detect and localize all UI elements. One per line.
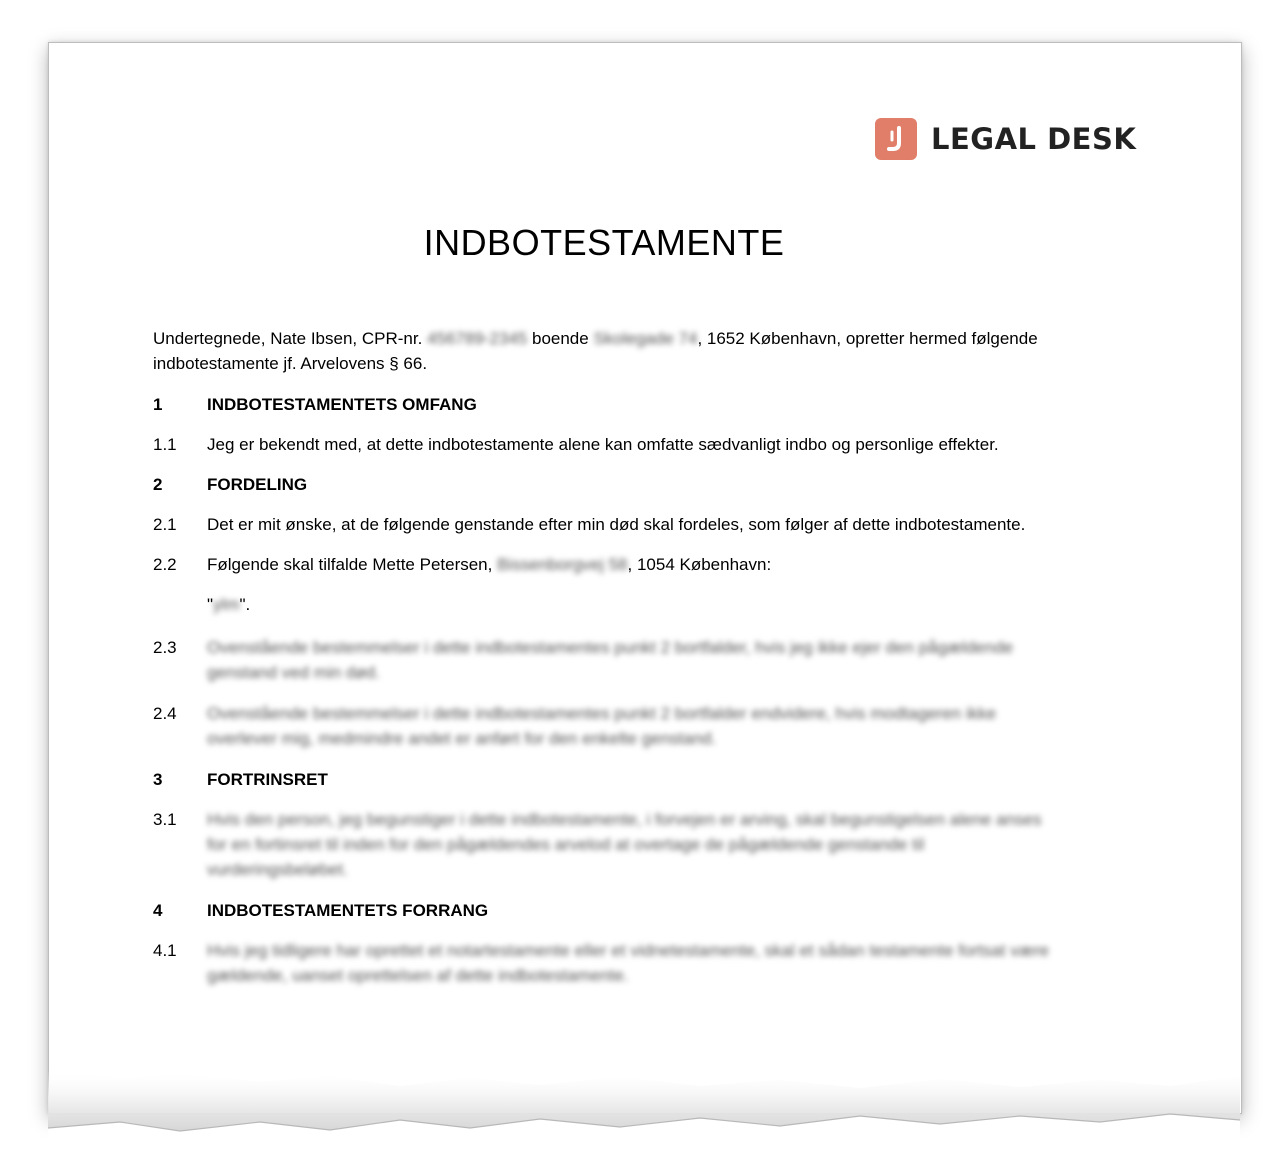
clause-text xyxy=(207,552,1053,577)
document-title: INDBOTESTAMENTE xyxy=(423,222,785,263)
quote-mark: ". xyxy=(239,595,251,614)
logo-text: LEGAL DESK xyxy=(931,122,1137,156)
redacted-item: ylm xyxy=(213,595,240,614)
quote-mark: " xyxy=(207,595,214,614)
intro-text: , 1652 København, opretter hermed følgende indbotestamente jf. Arvelovens § 66. xyxy=(153,329,1038,373)
clause-text-part: Følgende skal tilfalde Mette Petersen, xyxy=(207,555,498,574)
section-number: 2 xyxy=(153,475,163,494)
section-number: 1 xyxy=(153,395,163,414)
document-body xyxy=(153,326,1053,1003)
intro-text: Undertegnede, Nate Ibsen, CPR-nr. xyxy=(153,329,428,348)
redacted-address: Skolegade 74 xyxy=(593,329,698,348)
clause-number: 1.1 xyxy=(153,435,177,454)
section-heading xyxy=(153,472,1053,497)
clause-text-blurred: Ovenstående bestemmelser i dette indbotestamentes punkt 2 bortfalder endvidere, hvis modtageren ikke overlever mig, medmindre andet er anført for den enkelte genstand. xyxy=(207,704,997,748)
redacted-cpr: 456789-2345 xyxy=(427,329,528,348)
section-number: 3 xyxy=(153,770,163,789)
clause xyxy=(153,512,1053,537)
section-number: 4 xyxy=(153,901,163,920)
clause-number: 2.3 xyxy=(153,638,177,657)
intro-text: boende xyxy=(527,329,594,348)
clause-number: 4.1 xyxy=(153,941,177,960)
clause-number: 2.4 xyxy=(153,704,177,723)
clause-text: Jeg er bekendt med, at dette indbotestamente alene kan omfatte sædvanligt indbo og personlige effekter. xyxy=(207,435,999,454)
legal-desk-logo xyxy=(875,118,1136,160)
clause-text: Det er mit ønske, at de følgende genstande efter min død skal fordeles, som følger af dette indbotestamente. xyxy=(207,515,1026,534)
logo-icon xyxy=(875,118,917,160)
torn-paper-edge xyxy=(0,1030,1280,1170)
redacted-address: Bissenborgvej 58 xyxy=(497,555,628,574)
clause-text-blurred: Hvis den person, jeg begunstiger i dette indbotestamente, i forvejen er arving, skal begunstigelsen alene anses for en fortinsret til inden for den pågældendes arvelod at overtage de pågældende genstande til vurderingsbeløbet. xyxy=(207,810,1042,879)
clause xyxy=(153,432,1053,457)
section-heading xyxy=(153,392,1053,417)
clause xyxy=(153,807,1053,882)
section-title: FORDELING xyxy=(207,475,308,494)
clause xyxy=(153,938,1053,988)
section-title: FORTRINSRET xyxy=(207,770,328,789)
section-heading xyxy=(153,898,1053,923)
section-heading xyxy=(153,767,1053,792)
section-title: INDBOTESTAMENTETS OMFANG xyxy=(207,395,477,414)
clause xyxy=(153,701,1053,751)
clause-number: 2.1 xyxy=(153,515,177,534)
clause-text-blurred: Hvis jeg tidligere har oprettet et notartestamente eller et vidnetestamente, skal et sådan testamente fortsat være gældende, uanset oprettelsen af dette indbotestamente. xyxy=(207,941,1049,985)
section-title: INDBOTESTAMENTETS FORRANG xyxy=(207,901,489,920)
clause xyxy=(153,552,1053,577)
bequest-item-quote xyxy=(207,592,1053,617)
clause-text-blurred: Ovenstående bestemmelser i dette indbotestamentes punkt 2 bortfalder, hvis jeg ikke ejer den pågældende genstand ved min død. xyxy=(207,638,1014,682)
clause xyxy=(153,635,1053,685)
intro-paragraph xyxy=(153,326,1053,376)
clause-text-part: , 1054 København: xyxy=(627,555,772,574)
clause-number: 2.2 xyxy=(153,555,177,574)
clause-number: 3.1 xyxy=(153,810,177,829)
